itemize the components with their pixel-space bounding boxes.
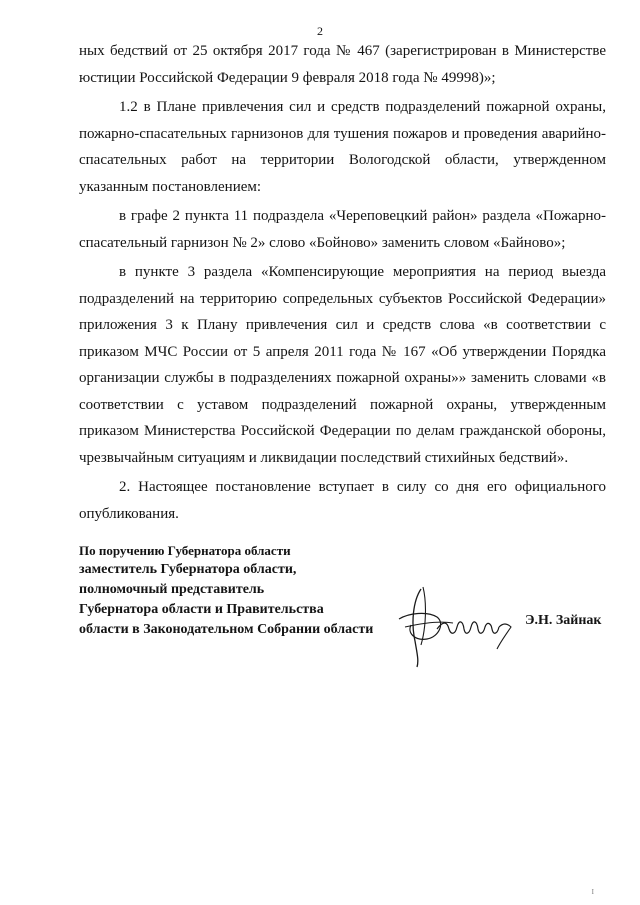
- paragraph-item-1-2: 1.2 в Плане привлечения сил и средств подразделений пожарной охраны, пожарно-спасательных гарнизонов для тушения пожаров и проведения аварийно-спасательных работ на территории Вологодской области, утвержденном указанным постановлением:: [79, 99, 606, 195]
- signatory-line-2: заместитель Губернатора области,: [79, 562, 297, 577]
- signatory-title-block: [79, 541, 373, 640]
- signatory-line-5: области в Законодательном Собрании области: [79, 622, 374, 637]
- handwritten-signature: [393, 583, 518, 673]
- signatory-line-1: По поручению Губернатора области: [79, 543, 291, 558]
- continuation-paragraph: ных бедствий от 25 октября 2017 года № 467 (зарегистрирован в Министерстве юстиции Российской Федерации 9 февраля 2018 года № 49998)»;: [79, 43, 606, 86]
- signer-name: Э.Н. Зайнак: [525, 613, 602, 628]
- page-number: 2: [317, 24, 323, 38]
- paragraph-point-3: в пункте 3 раздела «Компенсирующие мероприятия на период выезда подразделений на территорию сопредельных субъектов Российской Федерации» приложения 3 к Плану привлечения сил и средств слова «в соответствии с приказом МЧС России от 5 апреля 2011 года № 167 «Об утверждении Порядка организации службы в подразделениях пожарной охраны»» заменить словами «в соответствии с уставом подразделений пожарной охраны, утвержденным приказом Министерства Российской Федерации по делам гражданской обороны, чрезвычайным ситуациям и ликвидации последствий стихийных бедствий».: [79, 264, 606, 466]
- signatory-line-4: Губернатора области и Правительства: [79, 602, 324, 617]
- document-body: [79, 38, 606, 527]
- bottom-mark: I: [591, 888, 594, 896]
- signatory-line-3: полномочный представитель: [79, 582, 265, 597]
- paragraph-item-2: 2. Настоящее постановление вступает в силу со дня его официального опубликования.: [79, 479, 606, 522]
- paragraph-graph-2: в графе 2 пункта 11 подраздела «Череповецкий район» раздела «Пожарно-спасательный гарнизон № 2» слово «Бойново» заменить словом «Байново»;: [79, 208, 606, 251]
